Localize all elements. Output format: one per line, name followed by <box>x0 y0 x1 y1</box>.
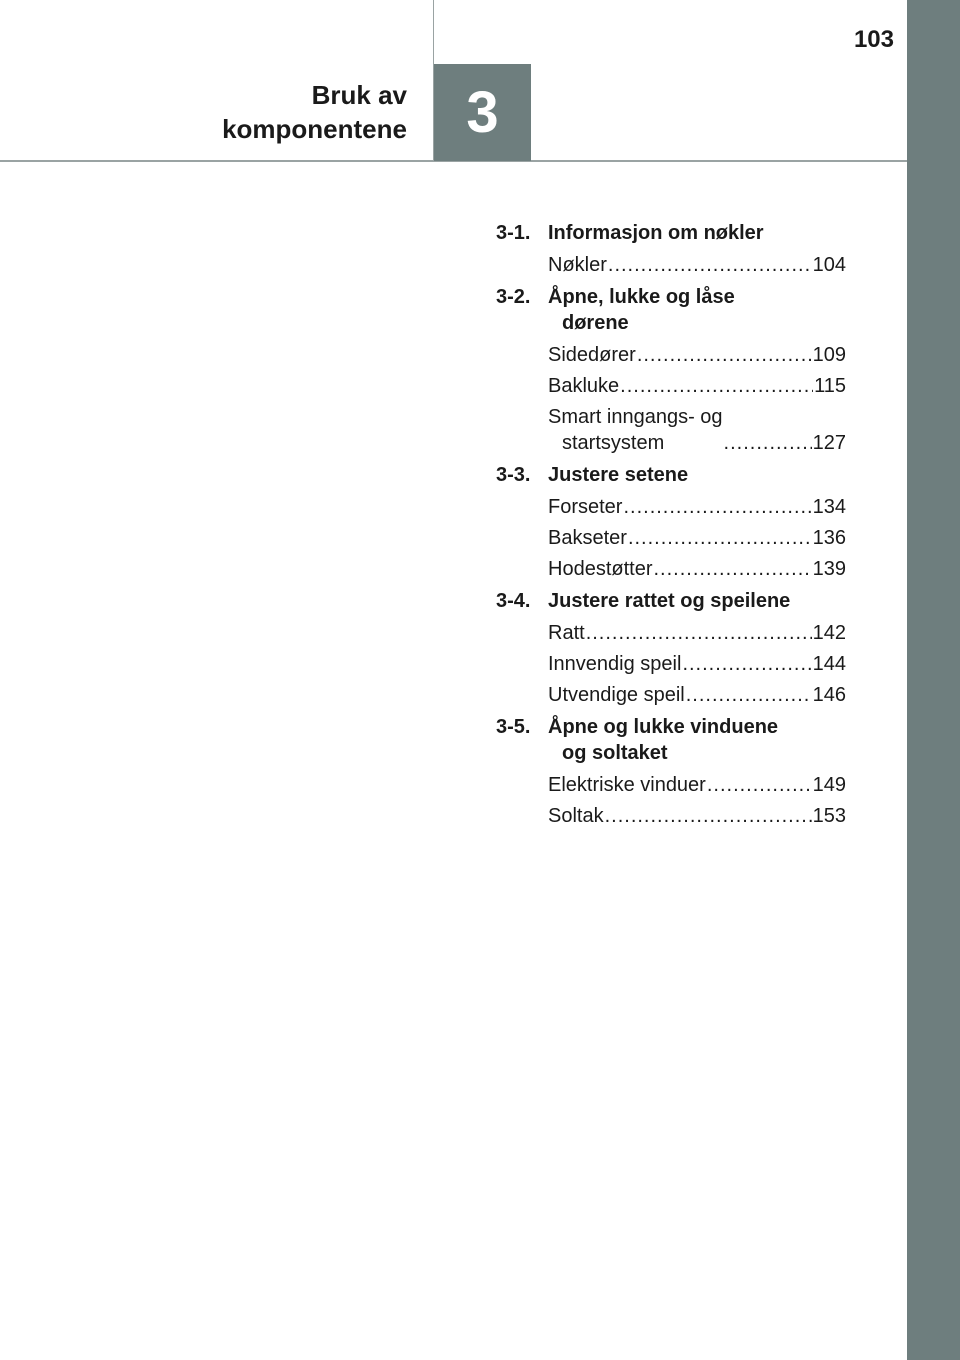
entry-label: Soltak <box>548 805 604 827</box>
toc-section <box>496 220 846 278</box>
leader-dots <box>682 651 811 677</box>
table-of-contents <box>496 220 846 835</box>
leader-dots <box>724 430 812 456</box>
toc-section-heading[interactable] <box>496 284 846 336</box>
toc-section <box>496 714 846 829</box>
leader-dots <box>620 373 813 399</box>
section-title-line: Åpne og lukke vinduene <box>548 716 779 738</box>
toc-section <box>496 462 846 582</box>
entry-page: 146 <box>812 684 846 706</box>
entry-page: 142 <box>812 622 846 644</box>
entry-label: Nøkler <box>548 254 607 276</box>
section-title <box>548 284 846 336</box>
section-number: 3-2. <box>496 286 531 308</box>
toc-entry[interactable] <box>548 556 846 582</box>
entry-label: Ratt <box>548 622 585 644</box>
section-title-line: dørene <box>562 312 629 334</box>
chapter-title-line: Bruk av <box>311 80 407 110</box>
entry-label: Hodestøtter <box>548 558 653 580</box>
section-number: 3-1. <box>496 222 531 244</box>
entry-label: Sidedører <box>548 344 636 366</box>
toc-entry[interactable] <box>548 682 846 708</box>
toc-section-heading[interactable] <box>496 462 846 488</box>
entry-page: 144 <box>812 653 846 675</box>
entry-label: Bakseter <box>548 527 627 549</box>
entry-page: 104 <box>812 254 846 276</box>
section-number: 3-4. <box>496 590 531 612</box>
entry-page: 153 <box>812 805 846 827</box>
toc-entry[interactable] <box>548 525 846 551</box>
entry-page: 115 <box>814 375 846 397</box>
entry-label-line: startsystem <box>562 432 665 454</box>
chapter-number-box: 3 <box>434 64 531 161</box>
section-title-line: Åpne, lukke og låse <box>548 286 735 308</box>
section-title-line: og soltaket <box>562 742 668 764</box>
entry-label <box>548 404 723 456</box>
toc-entry[interactable] <box>548 342 846 368</box>
leader-dots <box>653 556 811 582</box>
section-title <box>548 220 846 246</box>
entry-page: 127 <box>812 432 846 454</box>
section-title <box>548 588 846 614</box>
page-number: 103 <box>853 26 894 53</box>
section-title-line: Justere setene <box>548 464 689 486</box>
section-title-line: Justere rattet og speilene <box>548 590 791 612</box>
leader-dots <box>608 252 812 278</box>
toc-entry[interactable] <box>548 772 846 798</box>
entry-label: Utvendige speil <box>548 684 685 706</box>
section-title-line: Informasjon om nøkler <box>548 222 764 244</box>
section-number: 3-3. <box>496 464 531 486</box>
entry-page: 139 <box>812 558 846 580</box>
toc-entry[interactable] <box>548 620 846 646</box>
toc-section-heading[interactable] <box>496 714 846 766</box>
entry-page: 134 <box>812 496 846 518</box>
chapter-title <box>47 78 407 146</box>
toc-section-heading[interactable] <box>496 588 846 614</box>
toc-entry[interactable] <box>548 373 846 399</box>
leader-dots <box>623 494 811 520</box>
leader-dots <box>707 772 812 798</box>
toc-entry[interactable] <box>548 252 846 278</box>
chapter-title-line: komponentene <box>222 114 407 144</box>
toc-section <box>496 588 846 708</box>
toc-entry[interactable] <box>548 494 846 520</box>
entry-label: Bakluke <box>548 375 620 397</box>
section-number: 3-5. <box>496 716 531 738</box>
section-title <box>548 462 846 488</box>
entry-label-line: Smart inngangs- og <box>548 406 723 428</box>
toc-entry[interactable] <box>548 404 846 456</box>
leader-dots <box>686 682 812 708</box>
leader-dots <box>586 620 812 646</box>
chapter-side-bar <box>907 0 960 1360</box>
entry-label: Forseter <box>548 496 623 518</box>
entry-label: Elektriske vinduer <box>548 774 706 796</box>
leader-dots <box>637 342 812 368</box>
toc-section <box>496 284 846 456</box>
entry-page: 149 <box>812 774 846 796</box>
entry-page: 136 <box>812 527 846 549</box>
entry-page: 109 <box>812 344 846 366</box>
toc-entry[interactable] <box>548 803 846 829</box>
toc-section-heading[interactable] <box>496 220 846 246</box>
leader-dots <box>605 803 812 829</box>
section-title <box>548 714 846 766</box>
entry-label: Innvendig speil <box>548 653 682 675</box>
leader-dots <box>628 525 812 551</box>
toc-entry[interactable] <box>548 651 846 677</box>
